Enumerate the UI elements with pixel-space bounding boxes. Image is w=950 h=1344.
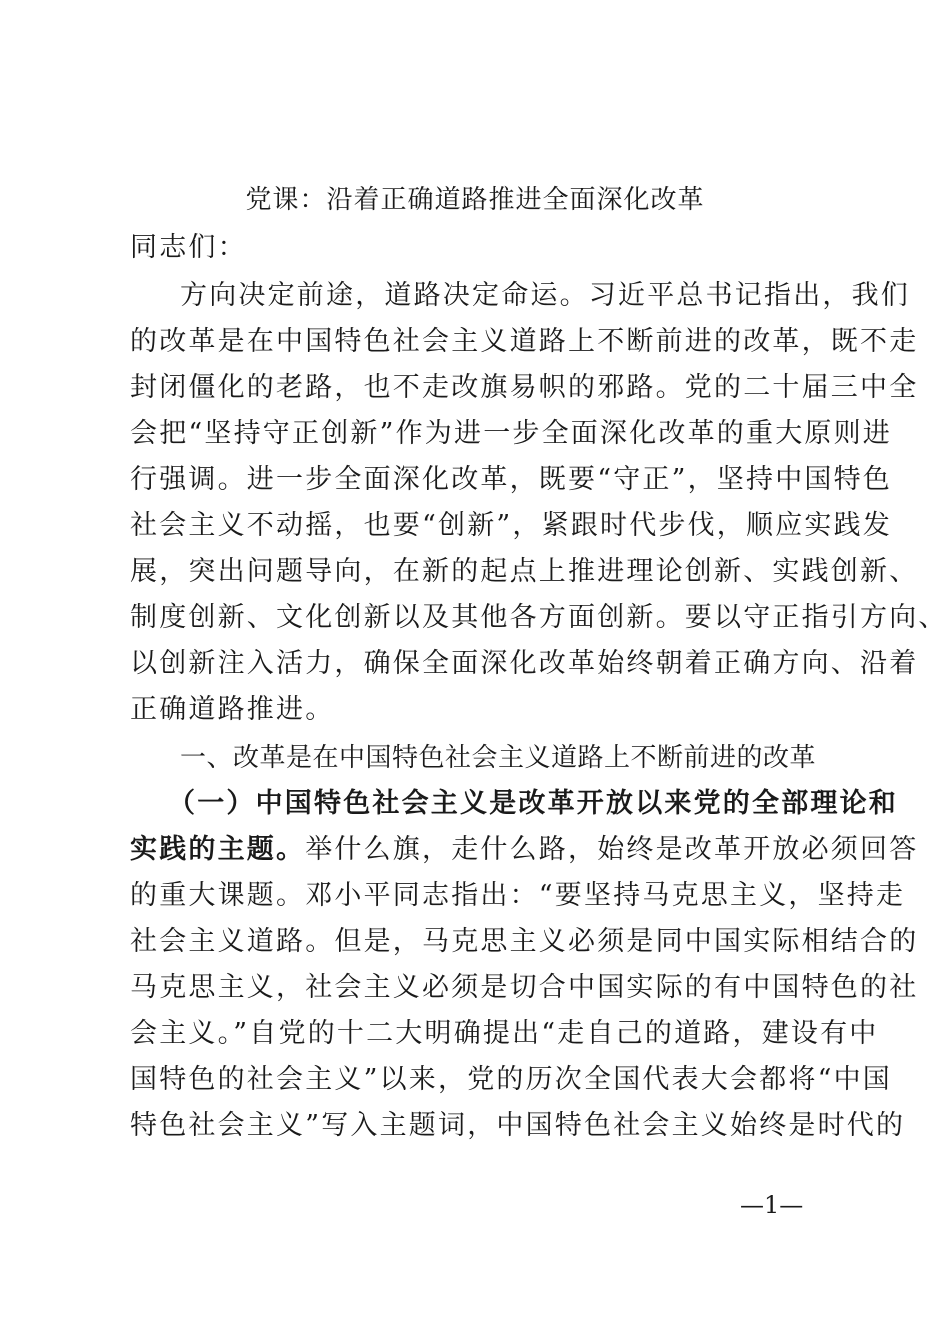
intro-line: 展，突出问题导向，在新的起点上推进理论创新、实践创新、: [130, 556, 919, 587]
page-number: —1—: [740, 1191, 804, 1219]
body-line: 社会主义道路。但是，马克思主义必须是同中国实际相结合的: [130, 926, 919, 957]
body-line: 会主义。”自党的十二大明确提出“走自己的道路，建设有中: [130, 1018, 879, 1049]
intro-line: 会把“坚持守正创新”作为进一步全面深化改革的重大原则进: [130, 418, 893, 449]
body-text-start: 举什么旗，走什么路，始终是改革开放必须回答: [305, 834, 919, 865]
intro-line: 行强调。进一步全面深化改革，既要“守正”，坚持中国特色: [130, 464, 893, 495]
body-line: 国特色的社会主义”以来，党的历次全国代表大会都将“中国: [130, 1064, 893, 1095]
subheading-tail: 实践的主题。: [130, 834, 306, 865]
section-heading: 一、改革是在中国特色社会主义道路上不断前进的改革: [180, 743, 817, 773]
intro-line: 方向决定前途，道路决定命运。习近平总书记指出，我们: [180, 280, 910, 311]
subheading-continuation-line: [130, 830, 919, 870]
intro-line: 制度创新、文化创新以及其他各方面创新。要以守正指引方向、: [130, 602, 948, 633]
subheading-line: （一）中国特色社会主义是改革开放以来党的全部理论和: [168, 788, 898, 819]
salutation: 同志们：: [130, 232, 247, 263]
body-line: 特色社会主义”写入主题词，中国特色社会主义始终是时代的: [130, 1110, 906, 1141]
body-line: 的重大课题。邓小平同志指出：“要坚持马克思主义，坚持走: [130, 880, 906, 911]
intro-line: 封闭僵化的老路，也不走改旗易帜的邪路。党的二十届三中全: [130, 372, 919, 403]
intro-line: 的改革是在中国特色社会主义道路上不断前进的改革，既不走: [130, 326, 919, 357]
intro-line: 正确道路推进。: [130, 694, 335, 725]
intro-line: 社会主义不动摇，也要“创新”，紧跟时代步伐，顺应实践发: [130, 510, 893, 541]
body-line: 马克思主义，社会主义必须是切合中国实际的有中国特色的社: [130, 972, 919, 1003]
document-title: 党课：沿着正确道路推进全面深化改革: [245, 185, 705, 215]
intro-line: 以创新注入活力，确保全面深化改革始终朝着正确方向、沿着: [130, 648, 919, 679]
